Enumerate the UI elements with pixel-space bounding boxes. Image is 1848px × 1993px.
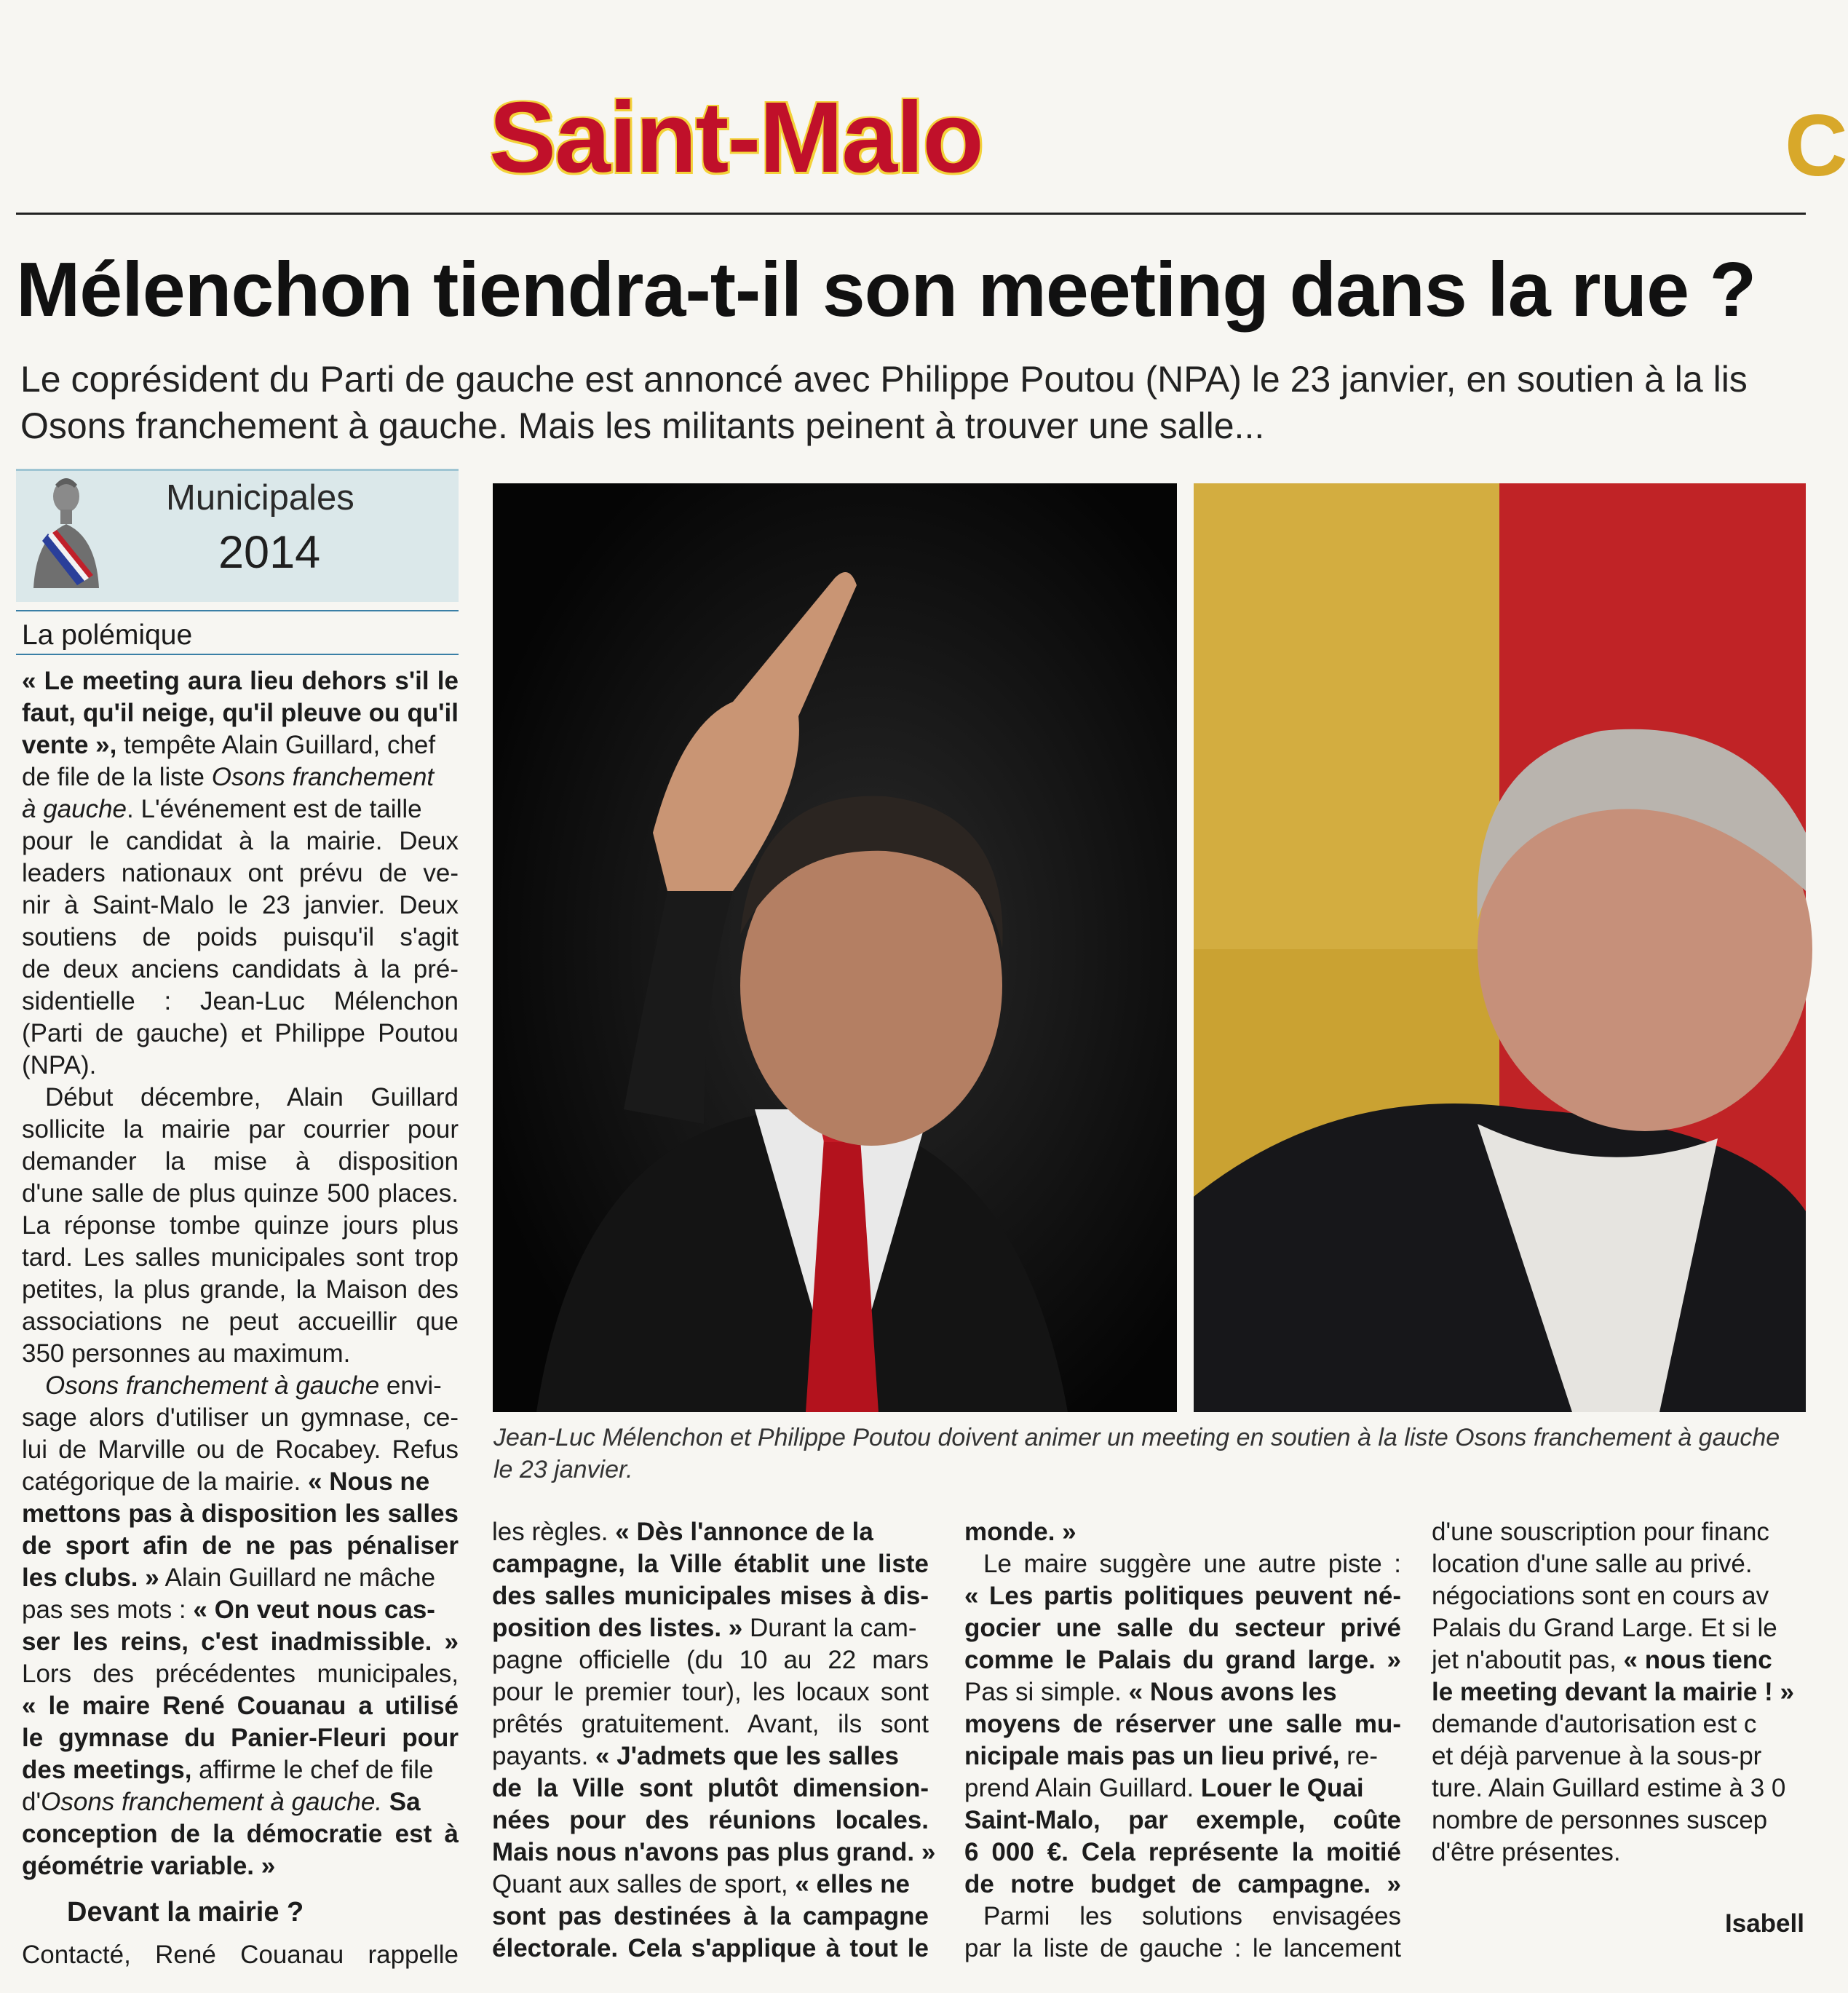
- photo-melenchon: [493, 483, 1177, 1412]
- text-line: location d'une salle au privé.: [1432, 1550, 1753, 1578]
- text-line: Contacté, René Couanau rappelle: [22, 1941, 459, 1969]
- text-line: de la Ville sont plutôt dimension-: [492, 1774, 929, 1802]
- text-line: leaders nationaux ont prévu de ve-: [22, 859, 459, 887]
- text-line: prêtés gratuitement. Avant, ils sont: [492, 1710, 929, 1738]
- text-line: « Le meeting aura lieu dehors s'il le: [22, 667, 459, 695]
- text-line: et déjà parvenue à la sous-pr: [1432, 1742, 1762, 1770]
- text-line: par la liste de gauche : le lancement: [964, 1934, 1401, 1962]
- text-line: position des listes. » Durant la cam-: [492, 1614, 917, 1642]
- text-line: « Les partis politiques peuvent né-: [964, 1582, 1401, 1610]
- text-line: des meetings, affirme le chef de file: [22, 1756, 434, 1784]
- text-line: Quant aux salles de sport, « elles ne: [492, 1870, 910, 1898]
- text-line: demander la mise à disposition: [22, 1147, 459, 1176]
- rubric-label: La polémique: [22, 619, 193, 651]
- text-line: pagne officielle (du 10 au 22 mars: [492, 1646, 929, 1674]
- photo-caption: le 23 janvier.: [493, 1456, 633, 1483]
- text-line: de sport afin de ne pas pénaliser: [22, 1532, 459, 1560]
- section-title: Saint-Malo: [489, 82, 983, 194]
- text-line: jet n'aboutit pas, « nous tienc: [1432, 1646, 1772, 1674]
- section-title-fragment: C: [1785, 97, 1848, 194]
- divider: [16, 654, 459, 655]
- text-line: pour le premier tour), les locaux sont: [492, 1678, 929, 1706]
- text-line: conception de la démocratie est à: [22, 1820, 459, 1848]
- header-rule: [16, 213, 1806, 215]
- box-year: 2014: [218, 527, 321, 578]
- text-line: Palais du Grand Large. Et si le: [1432, 1614, 1777, 1642]
- text-line: d'être présentes.: [1432, 1838, 1621, 1866]
- text-line: campagne, la Ville établit une liste: [492, 1550, 929, 1578]
- text-line: Osons franchement à gauche envi-: [45, 1371, 442, 1400]
- text-line: Parmi les solutions envisagées: [983, 1902, 1401, 1930]
- text-line: faut, qu'il neige, qu'il pleuve ou qu'il: [22, 699, 459, 727]
- text-line: les règles. « Dès l'annonce de la: [492, 1518, 873, 1546]
- text-line: les clubs. » Alain Guillard ne mâche: [22, 1564, 436, 1592]
- text-line: petites, la plus grande, la Maison des: [22, 1275, 459, 1304]
- text-line: « le maire René Couanau a utilisé: [22, 1692, 459, 1720]
- text-line: pour le candidat à la mairie. Deux: [22, 827, 459, 855]
- text-line: associations ne peut accueillir que: [22, 1307, 459, 1336]
- text-line: Début décembre, Alain Guillard: [45, 1083, 459, 1112]
- text-line: le gymnase du Panier-Fleuri pour: [22, 1724, 459, 1752]
- text-line: Saint-Malo, par exemple, coûte: [964, 1806, 1401, 1834]
- text-line: mettons pas à disposition les salles: [22, 1499, 459, 1528]
- text-line: sidentielle : Jean-Luc Mélenchon: [22, 987, 459, 1015]
- text-line: comme le Palais du grand large. »: [964, 1646, 1401, 1674]
- text-line: à gauche. L'événement est de taille: [22, 795, 422, 823]
- text-line: vente », tempête Alain Guillard, chef: [22, 731, 436, 759]
- text-line: nombre de personnes suscep: [1432, 1806, 1768, 1834]
- text-line: le meeting devant la mairie ! »: [1432, 1678, 1794, 1706]
- photo-caption: Jean-Luc Mélenchon et Philippe Poutou doivent animer un meeting en soutien à la liste Osons franchement à gauche: [493, 1424, 1780, 1451]
- text-line: prend Alain Guillard. Louer le Quai: [964, 1774, 1364, 1802]
- text-line: (Parti de gauche) et Philippe Poutou: [22, 1019, 459, 1047]
- subheading: Devant la mairie ?: [67, 1897, 304, 1927]
- text-line: ture. Alain Guillard estime à 3 0: [1432, 1774, 1786, 1802]
- text-line: moyens de réserver une salle mu-: [964, 1710, 1401, 1738]
- text-line: nicipale mais pas un lieu privé, re-: [964, 1742, 1378, 1770]
- marianne-bust-icon: [26, 472, 106, 594]
- text-line: payants. « J'admets que les salles: [492, 1742, 899, 1770]
- text-line: négociations sont en cours av: [1432, 1582, 1769, 1610]
- text-line: soutiens de poids puisqu'il s'agit: [22, 923, 459, 951]
- text-line: de file de la liste Osons franchement: [22, 763, 435, 791]
- text-line: Le maire suggère une autre piste :: [983, 1550, 1401, 1578]
- text-line: 350 personnes au maximum.: [22, 1339, 351, 1368]
- divider: [16, 610, 459, 611]
- text-line: tard. Les salles municipales sont trop: [22, 1243, 459, 1272]
- text-line: d'Osons franchement à gauche. Sa: [22, 1788, 421, 1816]
- text-line: nir à Saint-Malo le 23 janvier. Deux: [22, 891, 459, 919]
- text-line: (NPA).: [22, 1051, 97, 1079]
- standfirst-line-1: Le coprésident du Parti de gauche est annoncé avec Philippe Poutou (NPA) le 23 janvier, en soutien à la lis: [20, 359, 1748, 400]
- text-line: sollicite la mairie par courrier pour: [22, 1115, 459, 1144]
- text-line: Lors des précédentes municipales,: [22, 1660, 459, 1688]
- headline: Mélenchon tiendra-t-il son meeting dans la rue ?: [16, 247, 1756, 333]
- text-line: lui de Marville ou de Rocabey. Refus: [22, 1435, 459, 1464]
- text-line: 6 000 €. Cela représente la moitié: [964, 1838, 1401, 1866]
- photo-poutou: [1194, 483, 1806, 1412]
- text-line: catégorique de la mairie. « Nous ne: [22, 1467, 430, 1496]
- text-line: d'une souscription pour financ: [1432, 1518, 1769, 1546]
- text-line: d'une salle de plus quinze 500 places.: [22, 1179, 459, 1208]
- text-line: géométrie variable. »: [22, 1852, 276, 1880]
- text-line: sont pas destinées à la campagne: [492, 1902, 929, 1930]
- text-line: monde. »: [964, 1518, 1076, 1546]
- text-line: électorale. Cela s'applique à tout le: [492, 1934, 929, 1962]
- text-line: demande d'autorisation est c: [1432, 1710, 1757, 1738]
- box-title: Municipales: [166, 478, 354, 518]
- text-line: de deux anciens candidats à la pré-: [22, 955, 459, 983]
- text-line: ser les reins, c'est inadmissible. »: [22, 1628, 459, 1656]
- text-line: Mais nous n'avons pas plus grand. »: [492, 1838, 936, 1866]
- text-line: La réponse tombe quinze jours plus: [22, 1211, 459, 1240]
- text-line: nées pour des réunions locales.: [492, 1806, 929, 1834]
- text-line: pas ses mots : « On veut nous cas-: [22, 1596, 435, 1624]
- text-line: de notre budget de campagne. »: [964, 1870, 1401, 1898]
- text-line: Pas si simple. « Nous avons les: [964, 1678, 1337, 1706]
- standfirst-line-2: Osons franchement à gauche. Mais les militants peinent à trouver une salle...: [20, 405, 1265, 446]
- byline: Isabell: [1725, 1909, 1804, 1938]
- text-line: des salles municipales mises à dis-: [492, 1582, 929, 1610]
- text-line: gocier une salle du secteur privé: [964, 1614, 1401, 1642]
- text-line: sage alors d'utiliser un gymnase, ce-: [22, 1403, 459, 1432]
